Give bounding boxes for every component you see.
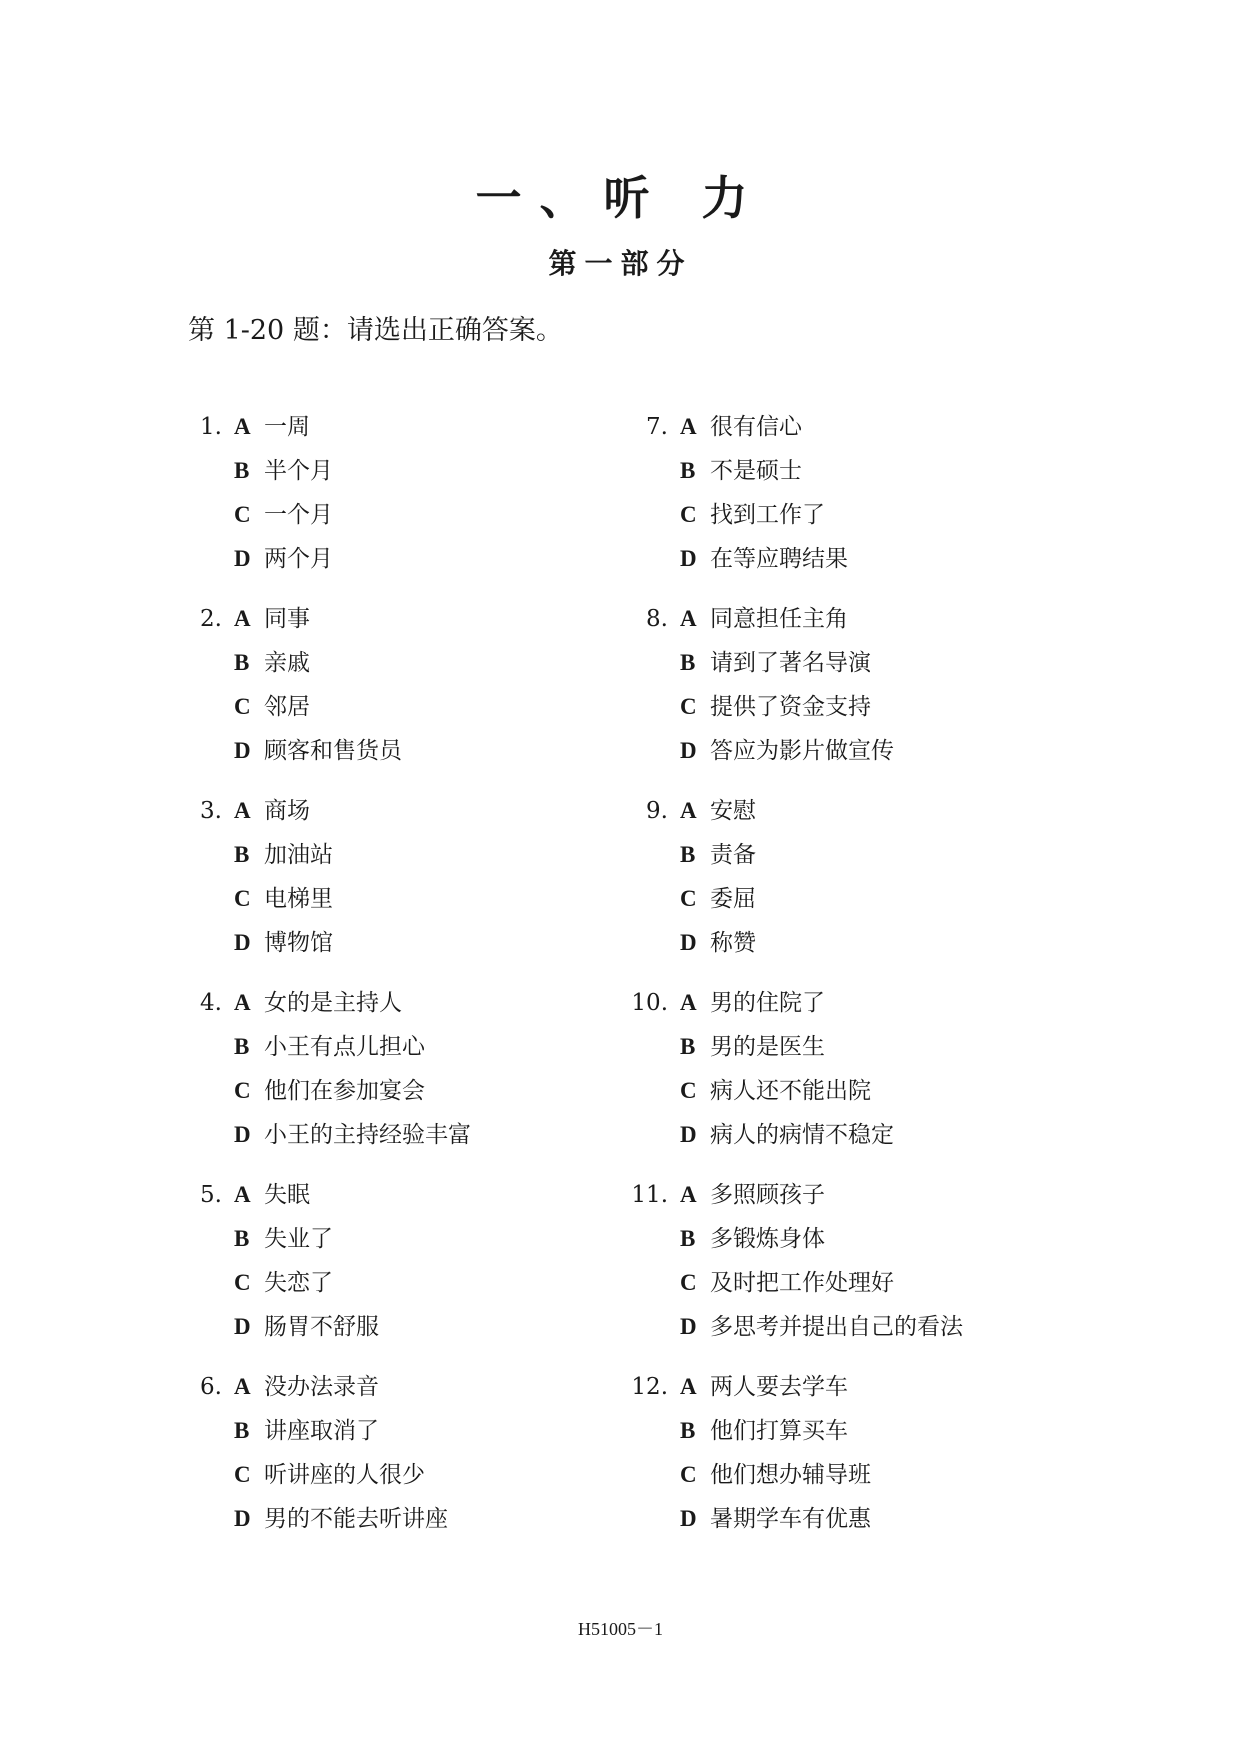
answer-option: [680, 1261, 894, 1305]
option-text: 半个月: [264, 458, 333, 484]
question-number: 8.: [646, 606, 668, 632]
option-letter: C: [680, 1270, 697, 1295]
option-text: 很有信心: [710, 414, 802, 440]
answer-option: [680, 833, 756, 877]
answer-option: [234, 449, 333, 493]
option-text: 失眠: [264, 1182, 310, 1208]
option-text: 找到工作了: [710, 502, 825, 528]
option-text: 多照顾孩子: [710, 1182, 825, 1208]
page-footer: H51005－1: [578, 1619, 663, 1639]
answer-option: [680, 1025, 825, 1069]
option-text: 男的不能去听讲座: [264, 1506, 448, 1532]
answer-option: [680, 921, 756, 965]
answer-option: [234, 921, 333, 965]
option-text: 病人还不能出院: [710, 1078, 871, 1104]
answer-option: [680, 1409, 848, 1453]
answer-option: [680, 1173, 825, 1217]
answer-option: [234, 1453, 425, 1497]
option-letter: B: [234, 458, 250, 483]
option-text: 称赞: [710, 930, 756, 956]
option-text: 电梯里: [264, 886, 333, 912]
question-item: [182, 1173, 642, 1365]
option-text: 肠胃不舒服: [264, 1314, 379, 1340]
option-text: 暑期学车有优惠: [710, 1506, 871, 1532]
answer-option: [680, 1305, 963, 1349]
option-letter: D: [680, 1122, 697, 1147]
answer-option: [680, 449, 802, 493]
option-letter: B: [234, 650, 250, 675]
answer-option: [680, 537, 848, 581]
answer-option: [234, 641, 310, 685]
answer-option: [680, 877, 756, 921]
option-text: 病人的病情不稳定: [710, 1122, 894, 1148]
option-letter: D: [234, 738, 251, 763]
answer-option: [234, 1305, 379, 1349]
option-text: 及时把工作处理好: [710, 1270, 894, 1296]
option-letter: A: [680, 798, 697, 823]
option-letter: B: [680, 1034, 696, 1059]
answer-option: [234, 1497, 448, 1541]
option-letter: D: [680, 738, 697, 763]
answer-option: [234, 729, 402, 773]
question-number: 1.: [200, 414, 222, 440]
option-letter: C: [680, 1462, 697, 1487]
option-text: 两个月: [264, 546, 333, 572]
option-text: 失业了: [264, 1226, 333, 1252]
answer-option: [680, 981, 825, 1025]
option-text: 请到了著名导演: [710, 650, 871, 676]
answer-option: [234, 1173, 310, 1217]
option-text: 同事: [264, 606, 310, 632]
question-number: 4.: [200, 990, 222, 1016]
option-letter: C: [234, 694, 251, 719]
part-title: 第一部分: [548, 247, 693, 280]
question-number: 10.: [631, 990, 668, 1016]
option-letter: D: [680, 930, 697, 955]
question-item: [628, 597, 1088, 789]
option-letter: A: [234, 1182, 251, 1207]
option-text: 博物馆: [264, 930, 333, 956]
option-text: 没办法录音: [264, 1374, 379, 1400]
option-text: 在等应聘结果: [710, 546, 848, 572]
instructions: 第 1-20 题：请选出正确答案。: [188, 315, 563, 346]
question-item: [628, 981, 1088, 1173]
option-letter: D: [234, 546, 251, 571]
option-letter: C: [234, 1270, 251, 1295]
option-text: 小王的主持经验丰富: [264, 1122, 471, 1148]
option-letter: C: [680, 1078, 697, 1103]
option-text: 讲座取消了: [264, 1418, 379, 1444]
option-text: 男的是医生: [710, 1034, 825, 1060]
answer-option: [680, 1069, 871, 1113]
option-text: 女的是主持人: [264, 990, 402, 1016]
option-letter: B: [234, 1034, 250, 1059]
option-letter: B: [680, 1226, 696, 1251]
option-text: 委屈: [710, 886, 756, 912]
question-number: 7.: [646, 414, 668, 440]
question-item: [628, 405, 1088, 597]
option-letter: A: [234, 990, 251, 1015]
question-number: 2.: [200, 606, 222, 632]
answer-option: [234, 493, 333, 537]
option-text: 多思考并提出自己的看法: [710, 1314, 963, 1340]
option-letter: D: [680, 546, 697, 571]
option-letter: D: [234, 1314, 251, 1339]
option-letter: A: [680, 990, 697, 1015]
option-text: 亲戚: [264, 650, 310, 676]
option-text: 他们想办辅导班: [710, 1462, 871, 1488]
option-letter: A: [680, 1374, 697, 1399]
option-letter: A: [680, 606, 697, 631]
answer-option: [234, 685, 310, 729]
question-item: [628, 789, 1088, 981]
answer-option: [680, 1365, 848, 1409]
option-text: 两人要去学车: [710, 1374, 848, 1400]
option-text: 不是硕士: [710, 458, 802, 484]
option-letter: A: [234, 414, 251, 439]
answer-option: [234, 405, 310, 449]
option-letter: B: [234, 1226, 250, 1251]
option-text: 责备: [710, 842, 756, 868]
option-letter: C: [234, 1078, 251, 1103]
answer-option: [234, 1217, 333, 1261]
option-letter: C: [234, 1462, 251, 1487]
question-number: 11.: [631, 1182, 668, 1208]
question-item: [182, 789, 642, 981]
answer-option: [234, 597, 310, 641]
option-text: 他们打算买车: [710, 1418, 848, 1444]
question-item: [182, 597, 642, 789]
option-letter: A: [234, 798, 251, 823]
option-letter: C: [680, 502, 697, 527]
option-text: 听讲座的人很少: [264, 1462, 425, 1488]
option-letter: A: [234, 1374, 251, 1399]
option-letter: D: [680, 1506, 697, 1531]
question-number: 9.: [646, 798, 668, 824]
answer-option: [680, 1497, 871, 1541]
answer-option: [680, 1453, 871, 1497]
option-letter: C: [680, 694, 697, 719]
option-letter: B: [680, 842, 696, 867]
option-text: 邻居: [264, 694, 310, 720]
option-text: 男的住院了: [710, 990, 825, 1016]
option-text: 失恋了: [264, 1270, 333, 1296]
option-letter: B: [234, 842, 250, 867]
answer-option: [680, 1217, 825, 1261]
option-text: 同意担任主角: [710, 606, 848, 632]
option-letter: A: [680, 1182, 697, 1207]
option-letter: C: [234, 502, 251, 527]
option-text: 加油站: [264, 842, 333, 868]
answer-option: [680, 1113, 894, 1157]
answer-option: [680, 405, 802, 449]
question-item: [182, 405, 642, 597]
question-column-left: [182, 405, 642, 1557]
question-number: 12.: [631, 1374, 668, 1400]
answer-option: [234, 1261, 333, 1305]
option-letter: B: [680, 1418, 696, 1443]
answer-option: [234, 877, 333, 921]
option-text: 一周: [264, 414, 310, 440]
option-text: 提供了资金支持: [710, 694, 871, 720]
question-item: [628, 1173, 1088, 1365]
question-item: [628, 1365, 1088, 1557]
option-letter: B: [680, 458, 696, 483]
answer-option: [234, 789, 310, 833]
question-column-right: [628, 405, 1088, 1557]
question-number: 6.: [200, 1374, 222, 1400]
question-number: 3.: [200, 798, 222, 824]
answer-option: [680, 597, 848, 641]
question-number: 5.: [200, 1182, 222, 1208]
answer-option: [234, 981, 402, 1025]
option-text: 他们在参加宴会: [264, 1078, 425, 1104]
answer-option: [680, 641, 871, 685]
question-item: [182, 1365, 642, 1557]
section-title: 一、听 力: [475, 171, 766, 225]
option-letter: B: [234, 1418, 250, 1443]
option-letter: B: [680, 650, 696, 675]
answer-option: [234, 1113, 471, 1157]
answer-option: [234, 1365, 379, 1409]
option-letter: C: [680, 886, 697, 911]
answer-option: [234, 833, 333, 877]
question-item: [182, 981, 642, 1173]
option-letter: D: [234, 1122, 251, 1147]
option-letter: D: [234, 1506, 251, 1531]
option-text: 小王有点儿担心: [264, 1034, 425, 1060]
option-letter: D: [234, 930, 251, 955]
option-text: 答应为影片做宣传: [710, 738, 894, 764]
option-letter: D: [680, 1314, 697, 1339]
answer-option: [234, 1025, 425, 1069]
answer-option: [680, 729, 894, 773]
option-letter: A: [680, 414, 697, 439]
answer-option: [234, 537, 333, 581]
answer-option: [234, 1069, 425, 1113]
option-letter: C: [234, 886, 251, 911]
answer-option: [680, 685, 871, 729]
option-text: 多锻炼身体: [710, 1226, 825, 1252]
option-text: 顾客和售货员: [264, 738, 402, 764]
option-text: 安慰: [710, 798, 756, 824]
answer-option: [680, 493, 825, 537]
option-letter: A: [234, 606, 251, 631]
answer-option: [234, 1409, 379, 1453]
option-text: 商场: [264, 798, 310, 824]
answer-option: [680, 789, 756, 833]
option-text: 一个月: [264, 502, 333, 528]
